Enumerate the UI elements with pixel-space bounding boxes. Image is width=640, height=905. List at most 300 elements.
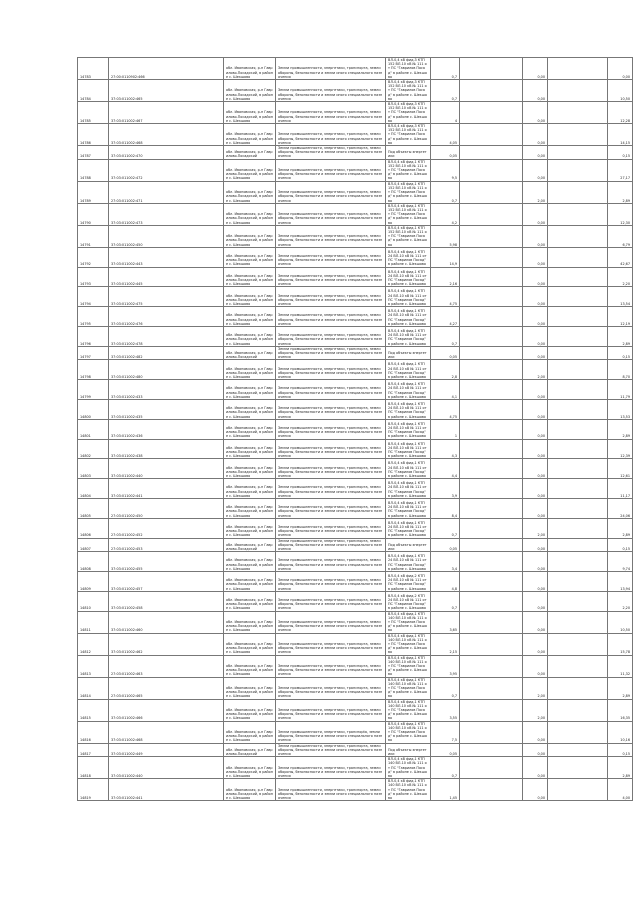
area-value: 0,7 [431, 326, 460, 346]
record-number: 14796 [78, 326, 109, 346]
empty-cell [548, 287, 608, 307]
table-row [78, 225, 633, 247]
cadastral-number: 27:03:011002:465 [109, 677, 224, 699]
record-number: 14804 [78, 479, 109, 499]
land-category: Земли промышленности, энергетики, транспорта, земли обороны, безопасности и земли иного специального назначения [276, 181, 386, 203]
address: обл. Ивановская, р-н Гаврилово-Посадский [224, 346, 276, 360]
table-row [78, 571, 633, 591]
value-1: 0,00 [523, 58, 548, 80]
table-row [78, 58, 633, 80]
area-value: 4,3 [431, 439, 460, 459]
empty-cell [548, 721, 608, 743]
table-row [78, 743, 633, 757]
area-value: 5,98 [431, 225, 460, 247]
record-number: 14811 [78, 611, 109, 633]
value-1: 0,00 [523, 124, 548, 146]
empty-cell [548, 439, 608, 459]
value-2: 2,89 [608, 326, 633, 346]
address: обл. Ивановская, р-н Гаврилово-Посадский, в районе с. Шекшово [224, 633, 276, 655]
address: обл. Ивановская, р-н Гаврилово-Посадский, в районе с. Шекшово [224, 677, 276, 699]
empty-cell [548, 611, 608, 633]
address: обл. Ивановская, р-н Гаврилово-Посадский, в районе с. Шекшово [224, 479, 276, 499]
record-number: 14802 [78, 439, 109, 459]
cadastral-number: 37:03:011002:450 [109, 225, 224, 247]
table-row [78, 203, 633, 225]
value-2: 14,15 [608, 124, 633, 146]
address: обл. Ивановская, р-н Гаврилово-Посадский [224, 146, 276, 160]
record-number: 14805 [78, 498, 109, 518]
value-2: 2,20 [608, 267, 633, 287]
cadastral-number: 37:03:011002:443 [109, 247, 224, 267]
permitted-use: ВЛ-0,4 кВ фид.1 КТП 24 ВЛ-10 кВ № 111 от ПС "Гаврилов Посад" в районе с. Шекшово [386, 287, 431, 307]
value-2: 42,67 [608, 247, 633, 267]
value-2: 13,54 [608, 287, 633, 307]
area-value: 4,75 [431, 399, 460, 419]
value-1: 2,00 [523, 181, 548, 203]
value-2: 8,70 [608, 360, 633, 380]
record-number: 14818 [78, 757, 109, 779]
land-category: Земли промышленности, энергетики, транспорта, земли обороны, безопасности и земли иного специального назначения [276, 307, 386, 327]
value-2: 2,89 [608, 419, 633, 439]
record-number: 14797 [78, 346, 109, 360]
empty-cell [460, 757, 523, 779]
record-number: 14783 [78, 58, 109, 80]
table-row [78, 267, 633, 287]
area-value: 3,95 [431, 655, 460, 677]
address: обл. Ивановская, р-н Гаврилово-Посадский, в районе с. Шекшово [224, 360, 276, 380]
area-value: 0,05 [431, 743, 460, 757]
address: обл. Ивановская, р-н Гаврилово-Посадский, в районе с. Шекшово [224, 498, 276, 518]
empty-cell [548, 498, 608, 518]
empty-cell [460, 419, 523, 439]
value-2: 12,28 [608, 102, 633, 124]
record-number: 14807 [78, 538, 109, 552]
value-1: 0,00 [523, 203, 548, 225]
cadastral-number: 27:03:011002:452 [109, 518, 224, 538]
empty-cell [460, 267, 523, 287]
permitted-use: ВЛ-0,4 кВ фид.1 КТП 24 ВЛ-10 кВ № 111 от ПС "Гаврилов Посад" в районе с. Шекшово [386, 326, 431, 346]
record-number: 14784 [78, 80, 109, 102]
permitted-use: ВЛ-0,4 кВ фид.1 КТП 140 ВЛ-10 кВ № 111 от ПС "Гаврилов Посад" в районе с. Шекшово [386, 779, 431, 801]
table-row [78, 146, 633, 160]
empty-cell [548, 655, 608, 677]
land-category: Земли промышленности, энергетики, транспорта, земли обороны, безопасности и земли иного специального назначения [276, 498, 386, 518]
area-value: 3,55 [431, 699, 460, 721]
address: обл. Ивановская, р-н Гаврилово-Посадский, в районе с. Шекшово [224, 419, 276, 439]
value-2: 10,16 [608, 721, 633, 743]
record-number: 14814 [78, 677, 109, 699]
cadastral-number: 37:03:011002:445 [109, 267, 224, 287]
address: обл. Ивановская, р-н Гаврилово-Посадский, в районе с. Шекшово [224, 287, 276, 307]
value-1: 2,00 [523, 677, 548, 699]
value-1: 0,00 [523, 757, 548, 779]
land-category: Земли промышленности, энергетики, транспорта, земли обороны, безопасности и земли иного специального назначения [276, 287, 386, 307]
permitted-use: Под объекты энергетики [386, 146, 431, 160]
empty-cell [548, 326, 608, 346]
table-row [78, 307, 633, 327]
area-value: 14,9 [431, 247, 460, 267]
area-value: 1 [431, 419, 460, 439]
cadastral-number: 37:03:011002:482 [109, 346, 224, 360]
area-value: 7,5 [431, 721, 460, 743]
empty-cell [548, 699, 608, 721]
area-value: 3,65 [431, 611, 460, 633]
permitted-use: ВЛ-0,4 кВ фид.1 КТП 140 ВЛ-10 кВ № 111 от ПС "Гаврилов Посад" в районе с. Шекшово [386, 677, 431, 699]
address: обл. Ивановская, р-н Гаврилово-Посадский, в районе с. Шекшово [224, 571, 276, 591]
area-value: 4,2 [431, 203, 460, 225]
land-category: Земли промышленности, энергетики, транспорта, земли обороны, безопасности и земли иного специального назначения [276, 159, 386, 181]
empty-cell [548, 743, 608, 757]
value-2: 2,20 [608, 591, 633, 611]
land-category: Земли промышленности, энергетики, транспорта, земли обороны, безопасности и земли иного специального назначения [276, 591, 386, 611]
value-2: 27,17 [608, 159, 633, 181]
table-row [78, 552, 633, 572]
address: обл. Ивановская, р-н Гаврилово-Посадский, в районе с. Шекшово [224, 611, 276, 633]
value-2: 0,15 [608, 346, 633, 360]
cadastral-number: 27:03:011002:450 [109, 498, 224, 518]
cadastral-number: 37:03:011002:441 [109, 779, 224, 801]
address: обл. Ивановская, р-н Гаврилово-Посадский, в районе с. Шекшово [224, 439, 276, 459]
land-category: Земли промышленности, энергетики, транспорта, земли обороны, безопасности и земли иного специального назначения [276, 225, 386, 247]
record-number: 14812 [78, 633, 109, 655]
table-row [78, 159, 633, 181]
cadastral-number: 27:03:011002:453 [109, 538, 224, 552]
land-category: Земли промышленности, энергетики, транспорта, земли обороны, безопасности и земли иного специального назначения [276, 146, 386, 160]
value-1: 0,00 [523, 146, 548, 160]
value-2: 12,19 [608, 307, 633, 327]
cadastral-number: 27:03:011002:463 [109, 655, 224, 677]
permitted-use: ВЛ-0,4 кВ фид.3 КТП 152 ВЛ-10 кВ № 111 от ПС "Гаврилов Посад" в районе с. Шекшово [386, 80, 431, 102]
value-2: 12,39 [608, 439, 633, 459]
value-1: 0,00 [523, 346, 548, 360]
record-number: 14785 [78, 102, 109, 124]
area-value: 3,4 [431, 552, 460, 572]
register-rows [78, 58, 633, 801]
permitted-use: ВЛ-0,4 кВ фид.1 КТП 24 ВЛ-10 кВ № 111 от ПС "Гаврилов Посад" в районе с. Шекшово [386, 399, 431, 419]
record-number: 14792 [78, 247, 109, 267]
land-category: Земли промышленности, энергетики, транспорта, земли обороны, безопасности и земли иного специального назначения [276, 399, 386, 419]
empty-cell [460, 611, 523, 633]
record-number: 14801 [78, 419, 109, 439]
value-1: 0,00 [523, 633, 548, 655]
cadastral-number: 27:03:011002:471 [109, 181, 224, 203]
permitted-use: ВЛ-0,4 кВ фид.1 КТП 152 ВЛ-10 кВ № 111 от ПС "Гаврилов Посад" в районе с. Шекшово [386, 159, 431, 181]
area-value: 0,05 [431, 346, 460, 360]
cadastral-number: 37:03:011002:433 [109, 380, 224, 400]
land-category: Земли промышленности, энергетики, транспорта, земли обороны, безопасности и земли иного специального назначения [276, 677, 386, 699]
value-2: 0,15 [608, 146, 633, 160]
empty-cell [460, 380, 523, 400]
table-row [78, 287, 633, 307]
table-row [78, 80, 633, 102]
land-category: Земли промышленности, энергетики, транспорта, земли обороны, безопасности и земли иного специального назначения [276, 58, 386, 80]
land-category: Земли промышленности, энергетики, транспорта, земли обороны, безопасности и земли иного специального назначения [276, 479, 386, 499]
table-row [78, 124, 633, 146]
empty-cell [460, 743, 523, 757]
address: обл. Ивановская, р-н Гаврилово-Посадский, в районе с. Шекшово [224, 699, 276, 721]
cadastral-number: 37:03:011002:478 [109, 326, 224, 346]
empty-cell [460, 159, 523, 181]
record-number: 14787 [78, 146, 109, 160]
land-register-table [77, 57, 633, 801]
land-category: Земли промышленности, энергетики, транспорта, земли обороны, безопасности и земли иного специального назначения [276, 571, 386, 591]
table-row [78, 380, 633, 400]
area-value: 2,15 [431, 633, 460, 655]
cadastral-number: 37:03:011002:458 [109, 591, 224, 611]
land-category: Земли промышленности, энергетики, транспорта, земли обороны, безопасности и земли иного специального назначения [276, 459, 386, 479]
area-value: 0,7 [431, 58, 460, 80]
permitted-use: ВЛ-0,4 кВ фид.1 КТП 24 ВЛ-10 кВ № 111 от ПС "Гаврилов Посад" в районе с. Шекшово [386, 380, 431, 400]
value-1: 0,00 [523, 247, 548, 267]
empty-cell [460, 459, 523, 479]
table-row [78, 721, 633, 743]
record-number: 14819 [78, 779, 109, 801]
area-value: 4,4 [431, 459, 460, 479]
empty-cell [460, 498, 523, 518]
record-number: 14810 [78, 591, 109, 611]
land-category: Земли промышленности, энергетики, транспорта, земли обороны, безопасности и земли иного специального назначения [276, 743, 386, 757]
permitted-use: Под объекты энергетики [386, 538, 431, 552]
cadastral-number: 37:03:011002:440 [109, 459, 224, 479]
empty-cell [548, 307, 608, 327]
address: обл. Ивановская, р-н Гаврилово-Посадский, в районе с. Шекшово [224, 326, 276, 346]
cadastral-number: 37:03:011002:472 [109, 159, 224, 181]
value-1: 0,00 [523, 439, 548, 459]
empty-cell [460, 779, 523, 801]
empty-cell [548, 203, 608, 225]
cadastral-number: 37:03:011002:455 [109, 552, 224, 572]
value-1: 2,00 [523, 518, 548, 538]
land-category: Земли промышленности, энергетики, транспорта, земли обороны, безопасности и земли иного специального назначения [276, 267, 386, 287]
record-number: 14808 [78, 552, 109, 572]
value-2: 13,53 [608, 399, 633, 419]
empty-cell [460, 538, 523, 552]
address: обл. Ивановская, р-н Гаврилово-Посадский, в районе с. Шекшово [224, 203, 276, 225]
value-1: 0,00 [523, 538, 548, 552]
address: обл. Ивановская, р-н Гаврилово-Посадский, в районе с. Шекшово [224, 58, 276, 80]
empty-cell [548, 757, 608, 779]
empty-cell [548, 360, 608, 380]
value-2: 24,06 [608, 498, 633, 518]
address: обл. Ивановская, р-н Гаврилово-Посадский, в районе с. Шекшово [224, 552, 276, 572]
empty-cell [548, 399, 608, 419]
value-2: 11,17 [608, 479, 633, 499]
table-row [78, 677, 633, 699]
address: обл. Ивановская, р-н Гаврилово-Посадский, в районе с. Шекшово [224, 247, 276, 267]
empty-cell [460, 146, 523, 160]
record-number: 14788 [78, 159, 109, 181]
value-1: 0,00 [523, 479, 548, 499]
value-2: 11,32 [608, 655, 633, 677]
address: обл. Ивановская, р-н Гаврилово-Посадский, в районе с. Шекшово [224, 124, 276, 146]
empty-cell [548, 479, 608, 499]
empty-cell [548, 779, 608, 801]
permitted-use: ВЛ-0,4 кВ фид.1 КТП 140 ВЛ-10 кВ № 111 от ПС "Гаврилов Посад" в районе с. Шекшово [386, 699, 431, 721]
cadastral-number: 37:03:011002:440 [109, 757, 224, 779]
table-row [78, 757, 633, 779]
address: обл. Ивановская, р-н Гаврилово-Посадский, в районе с. Шекшово [224, 267, 276, 287]
table-row [78, 419, 633, 439]
table-row [78, 498, 633, 518]
value-1: 0,00 [523, 399, 548, 419]
area-value: 8,4 [431, 498, 460, 518]
value-2: 15,78 [608, 633, 633, 655]
area-value: 0,7 [431, 591, 460, 611]
permitted-use: ВЛ-0,4 кВ фид.1 КТП 140 ВЛ-10 кВ № 111 от ПС "Гаврилов Посад" в районе с. Шекшово [386, 633, 431, 655]
table-row [78, 633, 633, 655]
empty-cell [460, 699, 523, 721]
permitted-use: ВЛ-0,4 кВ фид.3 КТП 152 ВЛ-10 кВ № 111 от ПС "Гаврилов Посад" в районе с. Шекшово [386, 102, 431, 124]
cadastral-number: 37:03:011002:462 [109, 633, 224, 655]
cadastral-number: 37:03:011002:436 [109, 419, 224, 439]
permitted-use: ВЛ-0,4 кВ фид.1 КТП 24 ВЛ-10 кВ № 111 от ПС "Гаврилов Посад" в районе с. Шекшово [386, 459, 431, 479]
address: обл. Ивановская, р-н Гаврилово-Посадский, в районе с. Шекшово [224, 307, 276, 327]
value-1: 0,00 [523, 267, 548, 287]
cadastral-number: 27:00:0110902:466 [109, 58, 224, 80]
value-2: 16,35 [608, 699, 633, 721]
cadastral-number: 37:03:011002:465 [109, 80, 224, 102]
land-category: Земли промышленности, энергетики, транспорта, земли обороны, безопасности и земли иного специального назначения [276, 757, 386, 779]
empty-cell [548, 571, 608, 591]
land-category: Земли промышленности, энергетики, транспорта, земли обороны, безопасности и земли иного специального назначения [276, 611, 386, 633]
value-1: 0,00 [523, 159, 548, 181]
address: обл. Ивановская, р-н Гаврилово-Посадский, в районе с. Шекшово [224, 518, 276, 538]
area-value: 4,75 [431, 287, 460, 307]
record-number: 14794 [78, 287, 109, 307]
cadastral-number: 37:03:011002:449 [109, 743, 224, 757]
table-row [78, 479, 633, 499]
value-2: 2,89 [608, 677, 633, 699]
cadastral-number: 37:03:011002:468 [109, 721, 224, 743]
value-1: 0,00 [523, 611, 548, 633]
permitted-use: ВЛ-0,4 кВ фид.2 КТП 24 ВЛ-10 кВ № 111 от ПС "Гаврилов Посад" в районе с. Шекшово [386, 591, 431, 611]
value-1: 0,00 [523, 102, 548, 124]
empty-cell [548, 267, 608, 287]
empty-cell [460, 346, 523, 360]
empty-cell [460, 203, 523, 225]
land-category: Земли промышленности, энергетики, транспорта, земли обороны, безопасности и земли иного специального назначения [276, 203, 386, 225]
permitted-use: ВЛ-0,4 кВ фид.1 КТП 24 ВЛ-10 кВ № 111 от ПС "Гаврилов Посад" в районе с. Шекшово [386, 439, 431, 459]
permitted-use: ВЛ-0,4 кВ фид.2 КТП 24 ВЛ-10 кВ № 111 от ПС "Гаврилов Посад" в районе с. Шекшово [386, 571, 431, 591]
address: обл. Ивановская, р-н Гаврилово-Посадский, в районе с. Шекшово [224, 181, 276, 203]
area-value: 4,1 [431, 380, 460, 400]
land-category: Земли промышленности, энергетики, транспорта, земли обороны, безопасности и земли иного специального назначения [276, 360, 386, 380]
empty-cell [460, 591, 523, 611]
address: обл. Ивановская, р-н Гаврилово-Посадский, в районе с. Шекшово [224, 380, 276, 400]
permitted-use: ВЛ-0,4 кВ фид.1 КТП 24 ВЛ-10 кВ № 111 от ПС "Гаврилов Посад" в районе с. Шекшово [386, 360, 431, 380]
empty-cell [460, 571, 523, 591]
table-row [78, 399, 633, 419]
land-category: Земли промышленности, энергетики, транспорта, земли обороны, безопасности и земли иного специального назначения [276, 633, 386, 655]
table-row [78, 518, 633, 538]
area-value: 4,8 [431, 571, 460, 591]
table-row [78, 779, 633, 801]
empty-cell [460, 360, 523, 380]
land-category: Земли промышленности, энергетики, транспорта, земли обороны, безопасности и земли иного специального назначения [276, 439, 386, 459]
value-1: 0,00 [523, 80, 548, 102]
value-2: 12,30 [608, 203, 633, 225]
cadastral-number: 37:03:011002:457 [109, 571, 224, 591]
value-1: 0,00 [523, 743, 548, 757]
cadastral-number: 37:03:011002:480 [109, 360, 224, 380]
land-category: Земли промышленности, энергетики, транспорта, земли обороны, безопасности и земли иного специального назначения [276, 552, 386, 572]
land-category: Земли промышленности, энергетики, транспорта, земли обороны, безопасности и земли иного специального назначения [276, 655, 386, 677]
address: обл. Ивановская, р-н Гаврилово-Посадский, в районе с. Шекшово [224, 721, 276, 743]
area-value: 0,7 [431, 757, 460, 779]
table-row [78, 591, 633, 611]
empty-cell [548, 80, 608, 102]
permitted-use: ВЛ-0,4 кВ фид.3 КТП 152 ВЛ-10 кВ № 111 от ПС "Гаврилов Посад" в районе с. Шекшово [386, 58, 431, 80]
land-category: Земли промышленности, энергетики, транспорта, земли обороны, безопасности и земли иного специального назначения [276, 538, 386, 552]
land-category: Земли промышленности, энергетики, транспорта, земли обороны, безопасности и земли иного специального назначения [276, 380, 386, 400]
record-number: 14798 [78, 360, 109, 380]
value-2: 10,50 [608, 611, 633, 633]
land-category: Земли промышленности, энергетики, транспорта, земли обороны, безопасности и земли иного специального назначения [276, 779, 386, 801]
empty-cell [548, 419, 608, 439]
permitted-use: ВЛ-0,4 кВ фид.1 КТП 140 ВЛ-10 кВ № 111 от ПС "Гаврилов Посад" в районе с. Шекшово [386, 757, 431, 779]
value-2: 13,94 [608, 571, 633, 591]
area-value: 1,45 [431, 779, 460, 801]
permitted-use: ВЛ-0,4 кВ фид.1 КТП 24 ВЛ-10 кВ № 111 от ПС "Гаврилов Посад" в районе с. Шекшово [386, 267, 431, 287]
value-1: 0,00 [523, 419, 548, 439]
address: обл. Ивановская, р-н Гаврилово-Посадский, в районе с. Шекшово [224, 779, 276, 801]
area-value: 0,7 [431, 181, 460, 203]
address: обл. Ивановская, р-н Гаврилово-Посадский [224, 743, 276, 757]
table-row [78, 102, 633, 124]
table-row [78, 439, 633, 459]
cadastral-number: 37:03:011002:441 [109, 479, 224, 499]
empty-cell [460, 80, 523, 102]
table-row [78, 326, 633, 346]
empty-cell [548, 346, 608, 360]
record-number: 14791 [78, 225, 109, 247]
value-1: 0,00 [523, 225, 548, 247]
record-number: 14786 [78, 124, 109, 146]
value-2: 0,00 [608, 58, 633, 80]
empty-cell [460, 102, 523, 124]
value-1: 0,00 [523, 326, 548, 346]
record-number: 14815 [78, 699, 109, 721]
permitted-use: ВЛ-0,4 кВ фид.3 КТП 152 ВЛ-10 кВ № 111 от ПС "Гаврилов Посад" в районе с. Шекшово [386, 124, 431, 146]
cadastral-number: 37:03:011002:473 [109, 203, 224, 225]
empty-cell [460, 439, 523, 459]
value-1: 0,00 [523, 380, 548, 400]
address: обл. Ивановская, р-н Гаврилово-Посадский, в районе с. Шекшово [224, 591, 276, 611]
record-number: 14789 [78, 181, 109, 203]
value-2: 4,00 [608, 779, 633, 801]
area-value: 0,05 [431, 538, 460, 552]
empty-cell [548, 677, 608, 699]
cadastral-number: 37:03:011002:470 [109, 146, 224, 160]
empty-cell [548, 633, 608, 655]
area-value: 2,8 [431, 360, 460, 380]
empty-cell [548, 538, 608, 552]
record-number: 14795 [78, 307, 109, 327]
empty-cell [460, 518, 523, 538]
empty-cell [548, 247, 608, 267]
table-row [78, 346, 633, 360]
area-value: 3,9 [431, 479, 460, 499]
cadastral-number: 37:03:011002:476 [109, 307, 224, 327]
value-2: 6,79 [608, 225, 633, 247]
empty-cell [548, 225, 608, 247]
address: обл. Ивановская, р-н Гаврилово-Посадский, в районе с. Шекшово [224, 159, 276, 181]
permitted-use: ВЛ-0,4 кВ фид.1 КТП 24 ВЛ-10 кВ № 111 от ПС "Гаврилов Посад" в районе с. Шекшово [386, 479, 431, 499]
record-number: 14816 [78, 721, 109, 743]
value-1: 0,00 [523, 721, 548, 743]
value-1: 0,00 [523, 571, 548, 591]
record-number: 14806 [78, 518, 109, 538]
